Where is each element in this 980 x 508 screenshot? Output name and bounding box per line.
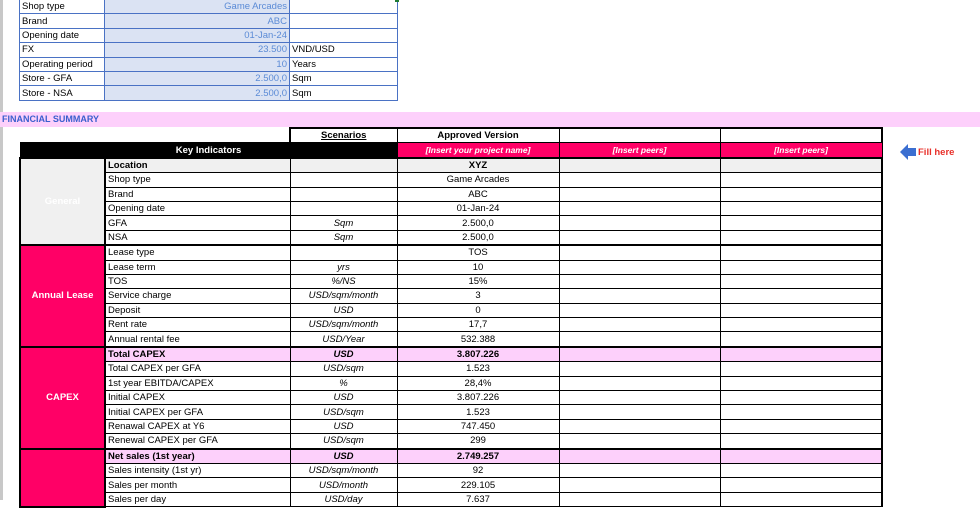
indicator-value[interactable]: 229.105 [397, 478, 559, 492]
indicator-row [20, 391, 882, 405]
indicator-unit[interactable]: USD [290, 449, 397, 464]
indicator-label[interactable]: NSA [105, 230, 290, 245]
indicator-unit[interactable]: USD/sqm [290, 434, 397, 449]
indicator-unit[interactable]: % [290, 376, 397, 390]
indicator-value[interactable]: 7.637 [397, 492, 559, 506]
indicator-value[interactable]: XYZ [397, 158, 559, 173]
input-label: Brand [20, 14, 105, 28]
input-label: FX [20, 43, 105, 57]
input-label: Shop type [20, 0, 105, 14]
financial-summary-table [19, 127, 883, 508]
input-value[interactable]: Game Arcades [105, 0, 290, 14]
indicator-unit[interactable]: USD/sqm/month [290, 318, 397, 332]
input-unit[interactable]: Sqm [290, 71, 398, 85]
indicator-value[interactable]: 2.500,0 [397, 230, 559, 245]
input-unit[interactable]: Sqm [290, 86, 398, 100]
peer-value[interactable] [559, 289, 720, 303]
peer-value[interactable] [720, 434, 882, 449]
peer-value[interactable] [720, 492, 882, 506]
indicator-label[interactable]: Annual rental fee [105, 332, 290, 347]
peer-value[interactable] [559, 463, 720, 477]
indicator-value[interactable]: 01-Jan-24 [397, 201, 559, 215]
approved-version-header[interactable]: Approved Version [397, 128, 559, 143]
indicator-unit[interactable] [290, 201, 397, 215]
peer-value[interactable] [720, 318, 882, 332]
indicator-label[interactable]: Lease type [105, 245, 290, 260]
indicator-value[interactable]: 1.523 [397, 405, 559, 419]
group-label: General [20, 158, 105, 245]
indicator-row [20, 419, 882, 433]
input-table [19, 0, 398, 101]
indicator-row [20, 376, 882, 390]
peer-value[interactable] [720, 173, 882, 187]
peer-value[interactable] [720, 187, 882, 201]
peer-value[interactable] [720, 201, 882, 215]
group-label: CAPEX [20, 347, 105, 449]
indicator-row [20, 449, 882, 464]
scenario-header-row [20, 128, 882, 143]
indicator-row [20, 405, 882, 419]
input-row [20, 0, 398, 14]
indicator-row [20, 245, 882, 260]
indicator-unit[interactable] [290, 187, 397, 201]
peer-header-empty[interactable] [720, 128, 882, 143]
indicator-row [20, 173, 882, 187]
fill-handle[interactable] [395, 0, 399, 2]
peer-value[interactable] [559, 187, 720, 201]
arrow-shaft [908, 148, 916, 156]
peer-value[interactable] [720, 449, 882, 464]
peer-value[interactable] [559, 230, 720, 245]
peer-value[interactable] [720, 245, 882, 260]
peer-value[interactable] [559, 216, 720, 230]
indicator-unit[interactable]: Sqm [290, 230, 397, 245]
peer-value[interactable] [559, 201, 720, 215]
indicator-value[interactable]: 299 [397, 434, 559, 449]
fill-here-note [900, 144, 954, 160]
indicator-label[interactable]: Deposit [105, 303, 290, 317]
indicator-unit[interactable]: USD [290, 347, 397, 362]
indicator-row [20, 303, 882, 317]
indicator-row [20, 478, 882, 492]
key-indicators-row [20, 143, 882, 158]
input-value[interactable]: 23.500 [105, 43, 290, 57]
peer-value[interactable] [720, 478, 882, 492]
indicator-value[interactable]: 92 [397, 463, 559, 477]
peer-value[interactable] [559, 419, 720, 433]
indicator-unit[interactable]: USD/sqm/month [290, 289, 397, 303]
input-label: Operating period [20, 57, 105, 71]
indicator-value[interactable]: 10 [397, 260, 559, 274]
input-label: Store - GFA [20, 71, 105, 85]
input-value[interactable]: ABC [105, 14, 290, 28]
peer-value[interactable] [720, 274, 882, 288]
indicator-value[interactable]: Game Arcades [397, 173, 559, 187]
peer-value[interactable] [559, 274, 720, 288]
indicator-label[interactable]: Renawal CAPEX at Y6 [105, 419, 290, 433]
peer-cell[interactable]: [Insert peers] [720, 143, 882, 158]
indicator-row [20, 158, 882, 173]
peer-value[interactable] [720, 376, 882, 390]
key-indicators-header[interactable]: Key Indicators [20, 143, 397, 158]
peer-value[interactable] [559, 478, 720, 492]
indicator-row [20, 492, 882, 506]
indicator-value[interactable]: ABC [397, 187, 559, 201]
sheet-left-edge [0, 0, 3, 500]
input-unit[interactable] [290, 28, 398, 42]
indicator-label[interactable]: Renewal CAPEX per GFA [105, 434, 290, 449]
indicator-label[interactable]: Rent rate [105, 318, 290, 332]
input-row [20, 71, 398, 85]
indicator-row [20, 362, 882, 376]
indicator-label[interactable]: Location [105, 158, 290, 173]
indicator-value[interactable]: 747.450 [397, 419, 559, 433]
blank-cell [20, 128, 290, 143]
peer-value[interactable] [720, 419, 882, 433]
indicator-label[interactable]: Net sales (1st year) [105, 449, 290, 464]
peer-value[interactable] [559, 405, 720, 419]
indicator-label[interactable]: Initial CAPEX [105, 391, 290, 405]
indicator-value[interactable]: 2.500,0 [397, 216, 559, 230]
indicator-label[interactable]: Total CAPEX per GFA [105, 362, 290, 376]
indicator-unit[interactable]: USD/Year [290, 332, 397, 347]
peer-value[interactable] [559, 173, 720, 187]
peer-value[interactable] [720, 216, 882, 230]
indicator-label[interactable]: Sales intensity (1st yr) [105, 463, 290, 477]
peer-value[interactable] [720, 303, 882, 317]
indicator-unit[interactable]: yrs [290, 260, 397, 274]
indicator-unit[interactable]: USD [290, 303, 397, 317]
indicator-row [20, 274, 882, 288]
indicator-row [20, 434, 882, 449]
indicator-unit[interactable]: Sqm [290, 216, 397, 230]
fill-here-label: Fill here [918, 146, 955, 158]
indicator-value[interactable]: 0 [397, 303, 559, 317]
input-row [20, 14, 398, 28]
peer-value[interactable] [559, 347, 720, 362]
peer-value[interactable] [559, 332, 720, 347]
indicator-value[interactable]: 28,4% [397, 376, 559, 390]
indicator-row [20, 216, 882, 230]
peer-value[interactable] [559, 434, 720, 449]
peer-value[interactable] [720, 158, 882, 173]
indicator-label[interactable]: Sales per day [105, 492, 290, 506]
input-value[interactable]: 2.500,0 [105, 86, 290, 100]
indicator-label[interactable]: Initial CAPEX per GFA [105, 405, 290, 419]
group-label: Annual Lease [20, 245, 105, 347]
indicator-value[interactable]: 1.523 [397, 362, 559, 376]
indicator-row [20, 260, 882, 274]
peer-value[interactable] [720, 289, 882, 303]
section-title: FINANCIAL SUMMARY [0, 112, 980, 127]
peer-value[interactable] [559, 318, 720, 332]
group-label [20, 449, 105, 507]
indicator-unit[interactable] [290, 173, 397, 187]
input-row [20, 57, 398, 71]
peer-value[interactable] [559, 362, 720, 376]
indicator-label[interactable]: GFA [105, 216, 290, 230]
indicator-label[interactable]: Opening date [105, 201, 290, 215]
indicator-row [20, 332, 882, 347]
indicator-unit[interactable] [290, 158, 397, 173]
peer-value[interactable] [720, 405, 882, 419]
indicator-label[interactable]: Total CAPEX [105, 347, 290, 362]
indicator-unit[interactable]: USD/day [290, 492, 397, 506]
input-unit[interactable] [290, 14, 398, 28]
indicator-value[interactable]: 532.388 [397, 332, 559, 347]
indicator-label[interactable]: Lease term [105, 260, 290, 274]
peer-value[interactable] [559, 391, 720, 405]
peer-header-empty[interactable] [559, 128, 720, 143]
indicator-value[interactable]: 15% [397, 274, 559, 288]
scenarios-header[interactable]: Scenarios [290, 128, 397, 143]
peer-value[interactable] [720, 463, 882, 477]
peer-value[interactable] [720, 260, 882, 274]
peer-value[interactable] [720, 347, 882, 362]
indicator-value[interactable]: 3 [397, 289, 559, 303]
input-unit[interactable] [290, 0, 398, 14]
arrow-left-icon [900, 144, 908, 160]
indicator-value[interactable]: 3.807.226 [397, 391, 559, 405]
indicator-label[interactable]: Service charge [105, 289, 290, 303]
input-label: Store - NSA [20, 86, 105, 100]
indicator-label[interactable]: Shop type [105, 173, 290, 187]
peer-value[interactable] [559, 492, 720, 506]
indicator-unit[interactable] [290, 245, 397, 260]
indicator-label[interactable]: TOS [105, 274, 290, 288]
indicator-unit[interactable]: USD [290, 391, 397, 405]
indicator-row [20, 289, 882, 303]
indicator-row [20, 463, 882, 477]
input-row [20, 86, 398, 100]
indicator-unit[interactable]: USD/sqm [290, 362, 397, 376]
peer-cell[interactable]: [Insert peers] [559, 143, 720, 158]
input-row [20, 43, 398, 57]
peer-value[interactable] [559, 303, 720, 317]
indicator-label[interactable]: 1st year EBITDA/CAPEX [105, 376, 290, 390]
peer-value[interactable] [559, 449, 720, 464]
input-unit[interactable]: VND/USD [290, 43, 398, 57]
peer-value[interactable] [559, 158, 720, 173]
peer-value[interactable] [720, 230, 882, 245]
indicator-row [20, 347, 882, 362]
input-value[interactable]: 2.500,0 [105, 71, 290, 85]
indicator-unit[interactable]: USD/sqm/month [290, 463, 397, 477]
input-value[interactable]: 01-Jan-24 [105, 28, 290, 42]
peer-value[interactable] [720, 332, 882, 347]
project-name-cell[interactable]: [Insert your project name] [397, 143, 559, 158]
indicator-row [20, 187, 882, 201]
indicator-unit[interactable]: USD/sqm [290, 405, 397, 419]
peer-value[interactable] [559, 376, 720, 390]
input-label: Opening date [20, 28, 105, 42]
peer-value[interactable] [720, 391, 882, 405]
input-unit[interactable]: Years [290, 57, 398, 71]
indicator-value[interactable]: 3.807.226 [397, 347, 559, 362]
peer-value[interactable] [720, 362, 882, 376]
indicator-row [20, 318, 882, 332]
indicator-unit[interactable]: %/NS [290, 274, 397, 288]
indicator-row [20, 201, 882, 215]
peer-value[interactable] [559, 245, 720, 260]
indicator-row [20, 230, 882, 245]
indicator-label[interactable]: Sales per month [105, 478, 290, 492]
indicator-unit[interactable]: USD/month [290, 478, 397, 492]
indicator-unit[interactable]: USD [290, 419, 397, 433]
indicator-value[interactable]: TOS [397, 245, 559, 260]
indicator-value[interactable]: 2.749.257 [397, 449, 559, 464]
indicator-label[interactable]: Brand [105, 187, 290, 201]
indicator-value[interactable]: 17,7 [397, 318, 559, 332]
input-row [20, 28, 398, 42]
input-value[interactable]: 10 [105, 57, 290, 71]
peer-value[interactable] [559, 260, 720, 274]
